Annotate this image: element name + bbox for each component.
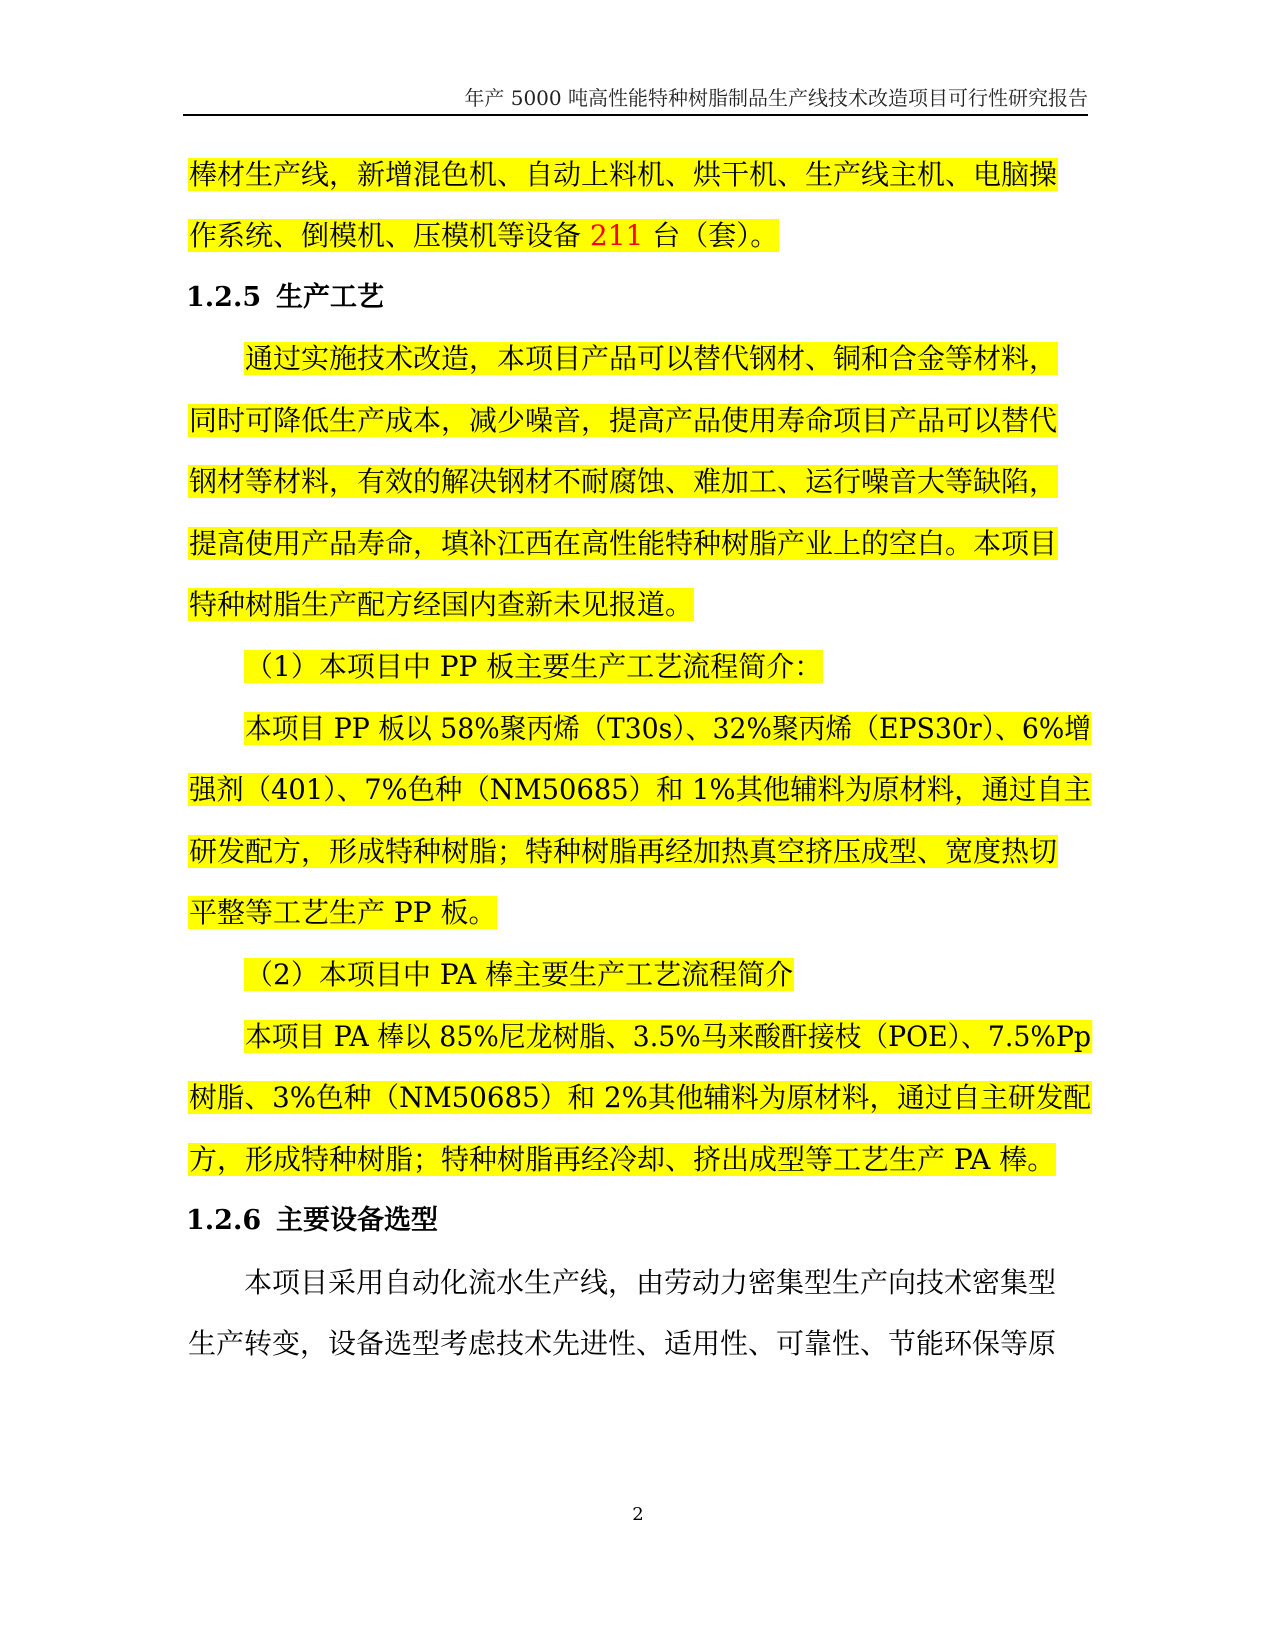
highlighted-text	[188, 219, 779, 252]
body-line	[188, 830, 1058, 874]
highlighted-text: 通过实施技术改造，本项目产品可以替代钢材、铜和合金等材料，	[245, 342, 1058, 375]
body-text: 本项目采用自动化流水生产线，由劳动力密集型生产向技术密集型	[244, 1266, 1057, 1299]
body-line	[244, 1261, 1056, 1305]
body-line	[188, 153, 1058, 197]
section-title: 主要设备选型	[276, 1205, 438, 1236]
highlighted-text: （1）本项目中 PP 板主要生产工艺流程简介：	[245, 650, 823, 683]
highlighted-text: 特种树脂生产配方经国内查新未见报道。	[189, 588, 694, 621]
highlighted-text: 提高使用产品寿命，填补江西在高性能特种树脂产业上的空白。本项目	[189, 527, 1058, 560]
body-line	[188, 214, 779, 258]
highlighted-text: 平整等工艺生产 PP 板。	[189, 896, 497, 929]
section-heading-1-2-5	[186, 276, 384, 320]
section-heading-1-2-6	[186, 1199, 438, 1243]
highlighted-text: 棒材生产线，新增混色机、自动上料机、烘干机、生产线主机、电脑操	[189, 158, 1058, 191]
body-line	[188, 460, 1058, 504]
text-run: 台（套）。	[643, 219, 779, 252]
body-line	[244, 645, 823, 689]
highlighted-text: 本项目 PA 棒以 85%尼龙树脂、3.5%马来酸酐接枝（POE）、7.5%Pp	[244, 1020, 1092, 1053]
section-number: 1.2.6	[186, 1205, 262, 1236]
body-line	[188, 1138, 1056, 1182]
highlighted-text: 树脂、3%色种（NM50685）和 2%其他辅料为原材料，通过自主研发配	[188, 1081, 1092, 1114]
text-run: 作系统、倒模机、压模机等设备	[189, 219, 590, 252]
section-number: 1.2.5	[186, 282, 262, 313]
highlighted-text: 方，形成特种树脂；特种树脂再经冷却、挤出成型等工艺生产 PA 棒。	[189, 1143, 1056, 1176]
body-line	[188, 1076, 1092, 1120]
body-line	[188, 583, 694, 627]
body-text: 生产转变，设备选型考虑技术先进性、适用性、可靠性、节能环保等原	[188, 1327, 1057, 1360]
equipment-count: 211	[589, 219, 644, 252]
body-line	[188, 1322, 1056, 1366]
header-rule	[183, 114, 1088, 116]
body-line	[244, 1015, 1092, 1059]
section-title: 生产工艺	[276, 282, 384, 313]
body-line	[188, 891, 497, 935]
running-header: 年产 5000 吨高性能特种树脂制品生产线技术改造项目可行性研究报告	[464, 86, 1088, 110]
body-line	[244, 707, 1092, 751]
highlighted-text: 钢材等材料，有效的解决钢材不耐腐蚀、难加工、运行噪音大等缺陷，	[189, 465, 1058, 498]
body-line	[244, 337, 1058, 381]
highlighted-text: （2）本项目中 PA 棒主要生产工艺流程简介	[245, 958, 794, 991]
highlighted-text: 研发配方，形成特种树脂；特种树脂再经加热真空挤压成型、宽度热切	[189, 835, 1058, 868]
page-number: 2	[632, 1504, 644, 1525]
highlighted-text: 同时可降低生产成本，减少噪音，提高产品使用寿命项目产品可以替代	[189, 404, 1058, 437]
body-line	[188, 522, 1058, 566]
body-line	[188, 768, 1092, 812]
highlighted-text: 本项目 PP 板以 58%聚丙烯（T30s）、32%聚丙烯（EPS30r）、6%增	[244, 712, 1092, 745]
body-line	[244, 953, 794, 997]
body-line	[188, 399, 1058, 443]
highlighted-text: 强剂（401）、7%色种（NM50685）和 1%其他辅料为原材料，通过自主	[188, 773, 1092, 806]
